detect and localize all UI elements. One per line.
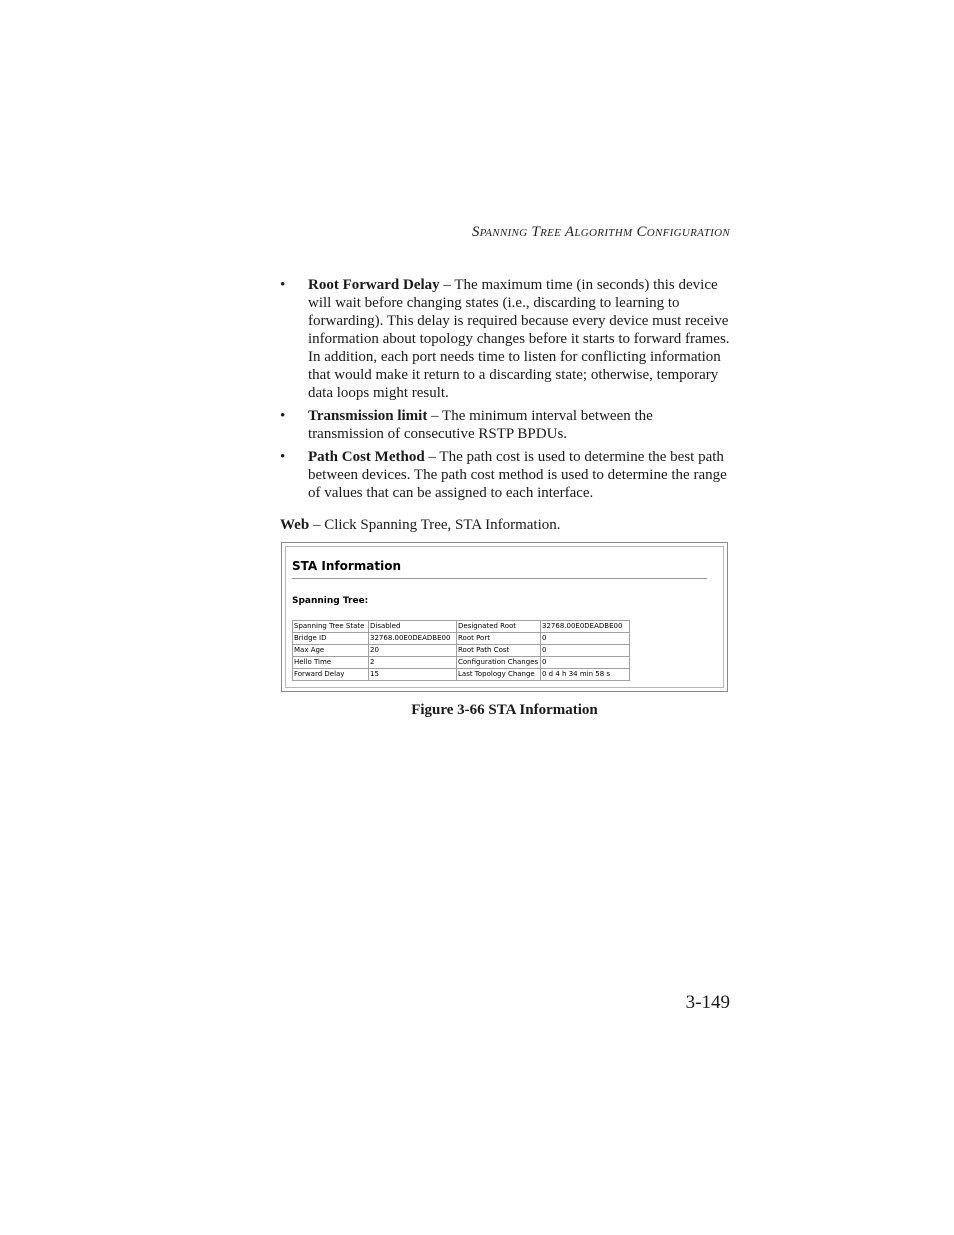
list-item [280, 448, 732, 502]
panel-title: STA Information [292, 559, 401, 573]
table-cell: 2 [369, 657, 457, 669]
definition-path-cost-method: – The path cost is used to determine the best path between devices. The path cost method is used to determine the range of values that can be assigned to each interface. [308, 449, 727, 501]
table-cell: Root Path Cost [457, 645, 541, 657]
table-cell: 0 d 4 h 34 min 58 s [541, 669, 630, 681]
table-cell: Spanning Tree State [293, 621, 369, 633]
bullet-glyph: • [280, 408, 286, 424]
body-text [280, 276, 732, 534]
table-cell: Designated Root [457, 621, 541, 633]
table-cell: Bridge ID [293, 633, 369, 645]
table-cell: 32768.00E0DEADBE00 [541, 621, 630, 633]
definition-root-forward-delay: – The maximum time (in seconds) this device will wait before changing states (i.e., discarding to learning to forwarding). This delay is required because every device must receive information about topology changes before it starts to forward frames. In addition, each port needs time to listen for conflicting information that would make it return to a discarding state; otherwise, temporary data loops might result. [308, 277, 730, 401]
term-path-cost-method: Path Cost Method [308, 449, 425, 465]
term-transmission-limit: Transmission limit [308, 408, 428, 424]
sta-table [292, 620, 630, 681]
table-cell: 20 [369, 645, 457, 657]
table-row [293, 645, 630, 657]
bullet-glyph: • [280, 277, 286, 293]
table-row [293, 657, 630, 669]
table-row [293, 633, 630, 645]
table-row [293, 621, 630, 633]
list-item [280, 276, 732, 402]
table-cell: Hello Time [293, 657, 369, 669]
page-number: 3-149 [685, 992, 730, 1013]
table-cell: Root Port [457, 633, 541, 645]
bullet-list [280, 276, 732, 502]
table-cell: 15 [369, 669, 457, 681]
table-cell: Configuration Changes [457, 657, 541, 669]
screenshot-panel [285, 546, 724, 688]
bullet-glyph: • [280, 449, 286, 465]
list-item [280, 407, 732, 443]
term-root-forward-delay: Root Forward Delay [308, 277, 440, 293]
table-cell: Forward Delay [293, 669, 369, 681]
running-head: Spanning Tree Algorithm Configuration [471, 224, 730, 240]
title-divider [292, 578, 707, 579]
table-row [293, 669, 630, 681]
table-cell: 32768.00E0DEADBE00 [369, 633, 457, 645]
section-label: Spanning Tree: [292, 596, 369, 606]
web-text: – Click Spanning Tree, STA Information. [309, 517, 561, 533]
sta-information-screenshot [281, 542, 728, 692]
web-term: Web [280, 517, 310, 533]
table-cell: 0 [541, 657, 630, 669]
table-cell: Last Topology Change [457, 669, 541, 681]
definition-transmission-limit: – The minimum interval between the transmission of consecutive RSTP BPDUs. [308, 408, 653, 442]
figure-caption: Figure 3-66 STA Information [411, 702, 598, 718]
table-cell: 0 [541, 633, 630, 645]
table-cell: 0 [541, 645, 630, 657]
web-instruction [280, 516, 732, 534]
table-cell: Max Age [293, 645, 369, 657]
table-cell: Disabled [369, 621, 457, 633]
